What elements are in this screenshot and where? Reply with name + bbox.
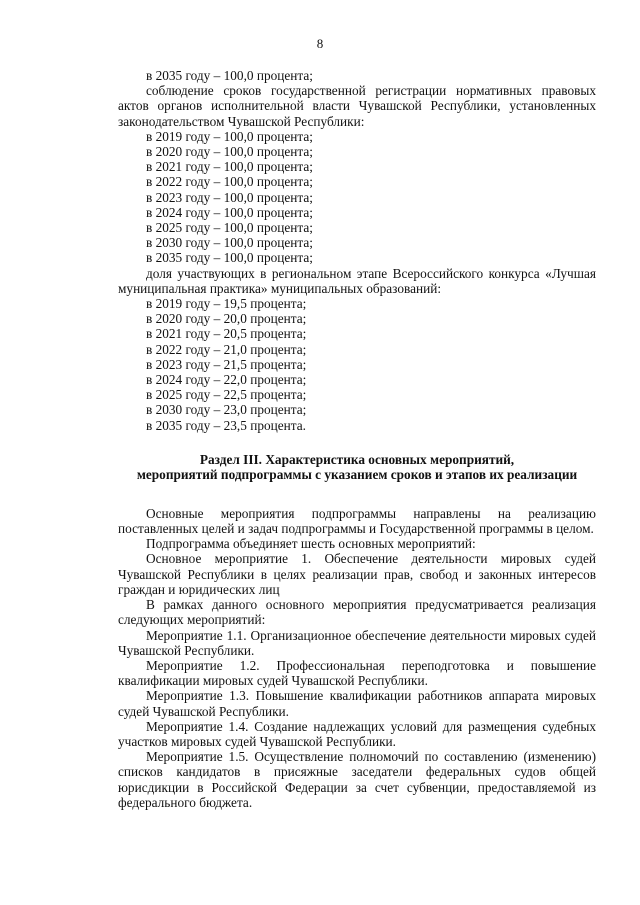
indicator-intro: доля участвующих в региональном этапе Всероссийского конкурса «Лучшая муниципальная практика» муниципальных образований: bbox=[118, 265, 596, 296]
page-number: 8 bbox=[316, 36, 324, 51]
paragraph: Мероприятие 1.1. Организационное обеспечение деятельности мировых судей Чувашской Республики. bbox=[118, 627, 596, 658]
list-item: в 2021 году – 20,5 процента; bbox=[146, 326, 307, 342]
paragraph: Мероприятие 1.4. Создание надлежащих условий для размещения судебных участков мировых судей Чувашской Республики. bbox=[118, 718, 596, 749]
list-item: в 2030 году – 100,0 процента; bbox=[146, 235, 313, 251]
list-item: в 2035 году – 100,0 процента; bbox=[146, 68, 313, 83]
section-heading-line: Раздел III. Характеристика основных мероприятий, bbox=[199, 451, 515, 467]
paragraph: Основные мероприятия подпрограммы направлены на реализацию поставленных целей и задач подпрограммы и Государственной программы в целом. bbox=[118, 505, 596, 537]
list-item: в 2020 году – 20,0 процента; bbox=[146, 311, 307, 327]
list-item: в 2019 году – 100,0 процента; bbox=[146, 128, 313, 144]
paragraph: Подпрограмма объединяет шесть основных мероприятий: bbox=[146, 536, 476, 552]
paragraph: Мероприятие 1.2. Профессиональная переподготовка и повышение квалификации мировых судей Чувашской Республики. bbox=[118, 657, 596, 689]
section-heading bbox=[118, 452, 596, 483]
list-item: в 2023 году – 21,5 процента; bbox=[146, 356, 307, 372]
list-item: в 2019 году – 19,5 процента; bbox=[146, 296, 307, 312]
list-item: в 2020 году – 100,0 процента; bbox=[146, 144, 313, 160]
list-item: в 2025 году – 22,5 процента; bbox=[146, 387, 307, 403]
list-item: в 2022 году – 100,0 процента; bbox=[146, 174, 313, 190]
paragraph: Мероприятие 1.3. Повышение квалификации работников аппарата мировых судей Чувашской Республики. bbox=[118, 688, 596, 719]
list-item: в 2035 году – 23,5 процента. bbox=[146, 417, 306, 433]
list-item: в 2025 году – 100,0 процента; bbox=[146, 220, 313, 236]
list-item: в 2024 году – 100,0 процента; bbox=[146, 204, 313, 220]
section-heading-line: мероприятий подпрограммы с указанием сроков и этапов их реализации bbox=[136, 467, 578, 483]
indicator-intro: соблюдение сроков государственной регистрации нормативных правовых актов органов исполнительной власти Чувашской Республики, установленных законодательством Чувашской Республики: bbox=[118, 83, 596, 129]
list-item: в 2035 году – 100,0 процента; bbox=[146, 250, 313, 266]
list-item: в 2023 году – 100,0 процента; bbox=[146, 189, 313, 205]
list-item: в 2021 году – 100,0 процента; bbox=[146, 159, 313, 175]
paragraph: В рамках данного основного мероприятия предусматривается реализация следующих мероприятий: bbox=[118, 597, 596, 628]
paragraph: Основное мероприятие 1. Обеспечение деятельности мировых судей Чувашской Республики в целях реализации прав, свобод и законных интересов граждан и юридических лиц bbox=[118, 551, 596, 597]
list-item: в 2022 году – 21,0 процента; bbox=[146, 341, 307, 357]
document-body bbox=[118, 68, 596, 810]
list-item: в 2030 году – 23,0 процента; bbox=[146, 402, 307, 418]
list-item: в 2024 году – 22,0 процента; bbox=[146, 372, 307, 388]
paragraph: Мероприятие 1.5. Осуществление полномочий по составлению (изменению) списков кандидатов в присяжные заседатели федеральных судов общей юрисдикции в Российской Федерации за счет субвенции, предоставляемой из федерального бюджета. bbox=[118, 749, 596, 810]
